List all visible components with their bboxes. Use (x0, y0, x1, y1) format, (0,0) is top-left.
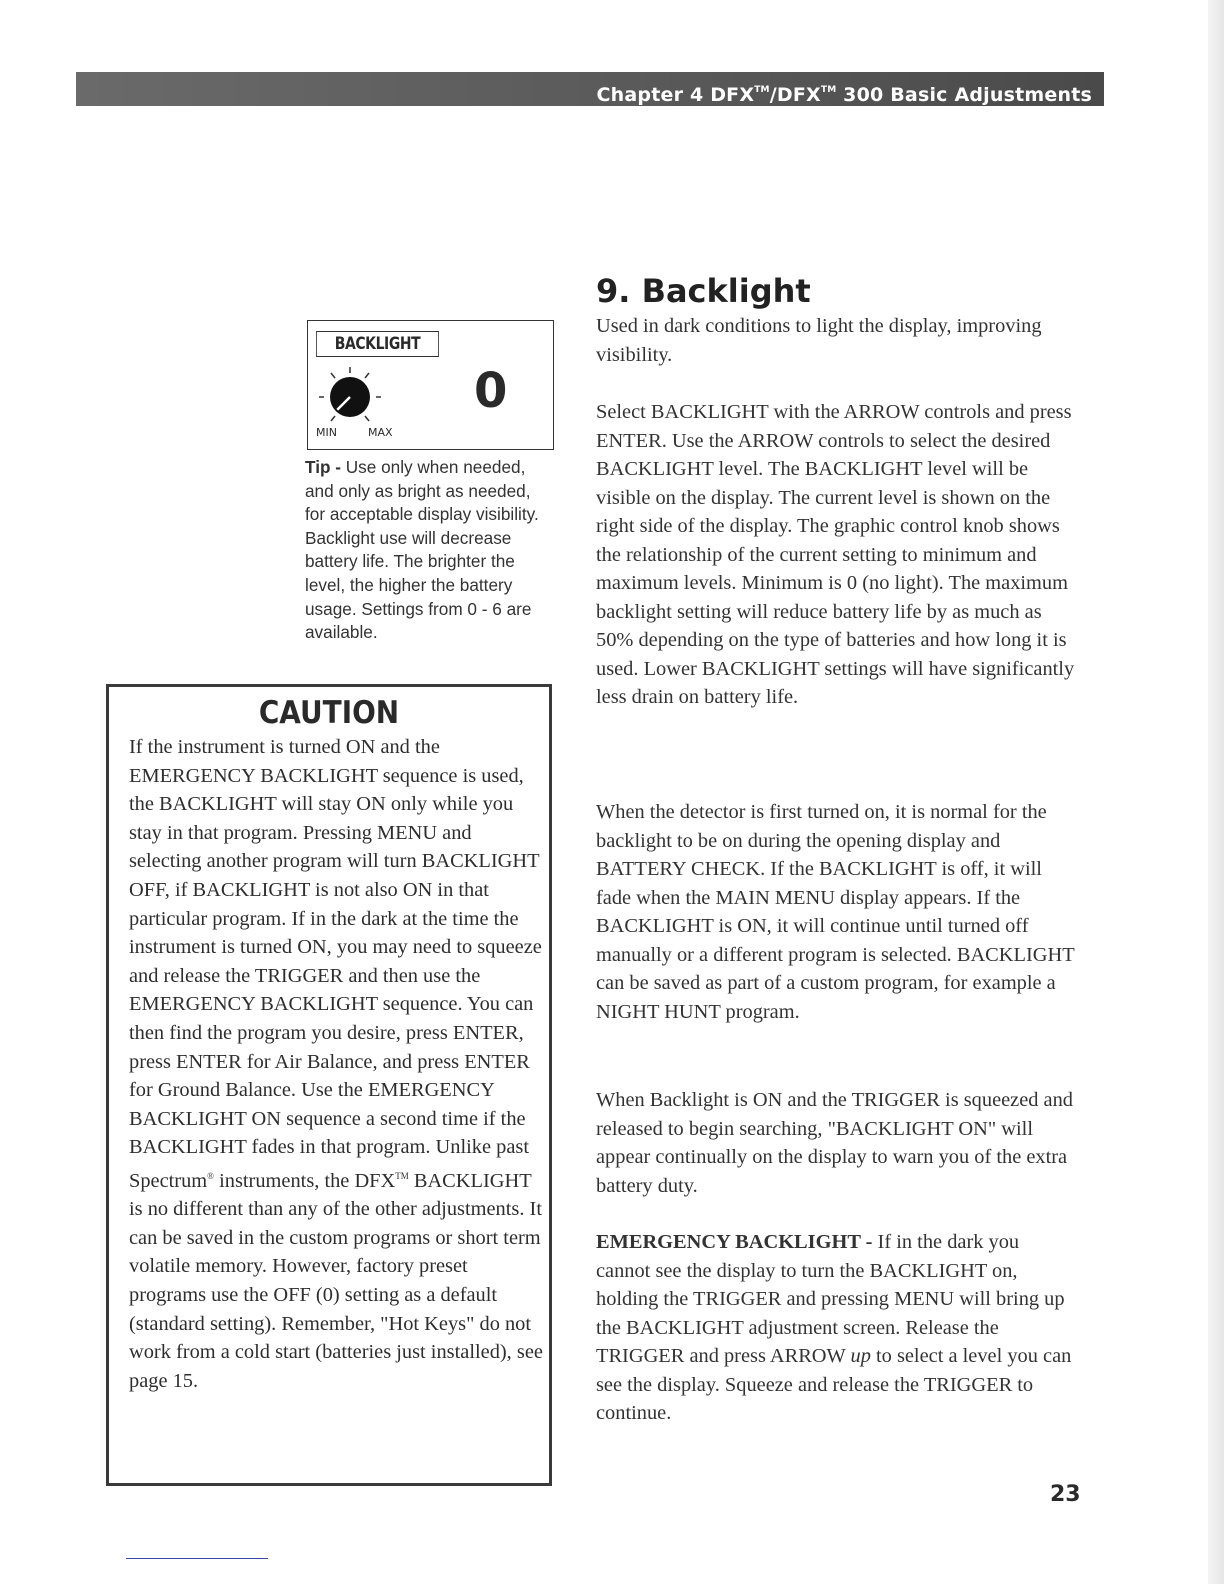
lcd-max-label: MAX (368, 426, 393, 439)
control-knob-icon (310, 357, 390, 437)
knob-tick-max (365, 416, 369, 421)
section-title: 9. Backlight (596, 272, 811, 310)
chapter-header-tm-2: TM (820, 85, 837, 95)
tip-text: Use only when needed, and only as bright as needed, for acceptable display visibility. Backlight use will decrease battery life. The brighter the level, the higher the battery usage. Settings from 0 - 6 are available. (305, 457, 539, 643)
footnote-divider (126, 1558, 268, 1559)
caution-registered-mark: ® (207, 1170, 214, 1181)
paragraph-emergency (596, 1228, 1076, 1428)
caution-title: CAUTION (258, 695, 400, 731)
caution-tm-mark: TM (395, 1170, 409, 1181)
knob-tick-min (331, 416, 335, 421)
chapter-header-tm-1: TM (754, 85, 770, 95)
knob-tick-top-right (365, 373, 369, 378)
lcd-level-value: 0 (474, 363, 508, 419)
paragraph-startup: When the detector is first turned on, it is normal for the backlight to be on during the opening display and BATTERY CHECK. If the BACKLIGHT is off, it will fade when the MAIN MENU display appears. If the BACKLIGHT is ON, it will continue until turned off manually or a different program is selected. BACKLIGHT can be saved as part of a custom program, for example a NIGHT HUNT program. (596, 801, 1075, 1023)
lcd-backlight-label: BACKLIGHT (316, 331, 439, 357)
caution-body (129, 733, 544, 1395)
emergency-emphasis: up (850, 1345, 871, 1367)
paragraph-select: Select BACKLIGHT with the ARROW controls and press ENTER. Use the ARROW controls to select the desired BACKLIGHT level. The BACKLIGHT level will be visible on the display. The current level is shown on the right side of the display. The graphic control knob shows the relationship of the current setting to minimum and maximum levels. Minimum is 0 (no light). The maximum backlight setting will reduce battery life by as much as 50% depending on the type of batteries and how long it is used. Lower BACKLIGHT settings will have significantly less drain on battery life. (596, 401, 1075, 708)
tip-note (305, 456, 550, 645)
caution-text-3: BACKLIGHT is no different than any of the other adjustments. It can be saved in the custom programs or short term volatile memory. However, factory preset programs use the OFF (0) setting as a default (standard setting). Remember, "Hot Keys" do not work from a cold start (batteries just installed), see page 15. (129, 1169, 543, 1392)
chapter-header-bar (76, 72, 1104, 106)
backlight-lcd-display (307, 320, 554, 450)
emergency-text-a: If in the dark you cannot see the display to turn the BACKLIGHT on, holding the TRIGGER and pressing MENU will bring up the BACKLIGHT adjustment screen. Release the TRIGGER and press ARROW (596, 1231, 1065, 1367)
lcd-min-label: MIN (316, 426, 337, 439)
paragraph-intro: Used in dark conditions to light the display, improving visibility. (596, 315, 1042, 366)
emergency-text-b: to select a level you can see the display. Squeeze and release the TRIGGER to continue. (596, 1345, 1072, 1424)
chapter-header-slash-dfx: /DFX (769, 84, 821, 106)
caution-box (106, 684, 552, 1486)
caution-text-2: instruments, the DFX (214, 1169, 396, 1192)
knob-tick-top-left (331, 373, 335, 378)
page-edge-shadow (1208, 0, 1224, 1584)
chapter-header-pre: Chapter 4 DFX (596, 84, 755, 106)
emergency-lead: EMERGENCY BACKLIGHT - (596, 1231, 873, 1253)
tip-lead: Tip - (305, 457, 341, 477)
paragraph-searching: When Backlight is ON and the TRIGGER is squeezed and released to begin searching, "BACKLIGHT ON" will appear continually on the display to warn you of the extra battery duty. (596, 1089, 1073, 1197)
chapter-header-post: 300 Basic Adjustments (836, 84, 1092, 106)
page-number: 23 (1050, 1482, 1081, 1507)
caution-text-1: If the instrument is turned ON and the EMERGENCY BACKLIGHT sequence is used, the BACKLIGHT will stay ON only while you stay in that program. Pressing MENU and selecting another program will turn BACKLIGHT OFF, if BACKLIGHT is not also ON in that particular program. If in the dark at the time the instrument is turned ON, you may need to squeeze and release the TRIGGER and then use the EMERGENCY BACKLIGHT sequence. You can then find the program you desire, press ENTER, press ENTER for Air Balance, and press ENTER for Ground Balance. Use the EMERGENCY BACKLIGHT ON sequence a second time if the BACKLIGHT fades in that program. Unlike past Spectrum (129, 736, 542, 1192)
